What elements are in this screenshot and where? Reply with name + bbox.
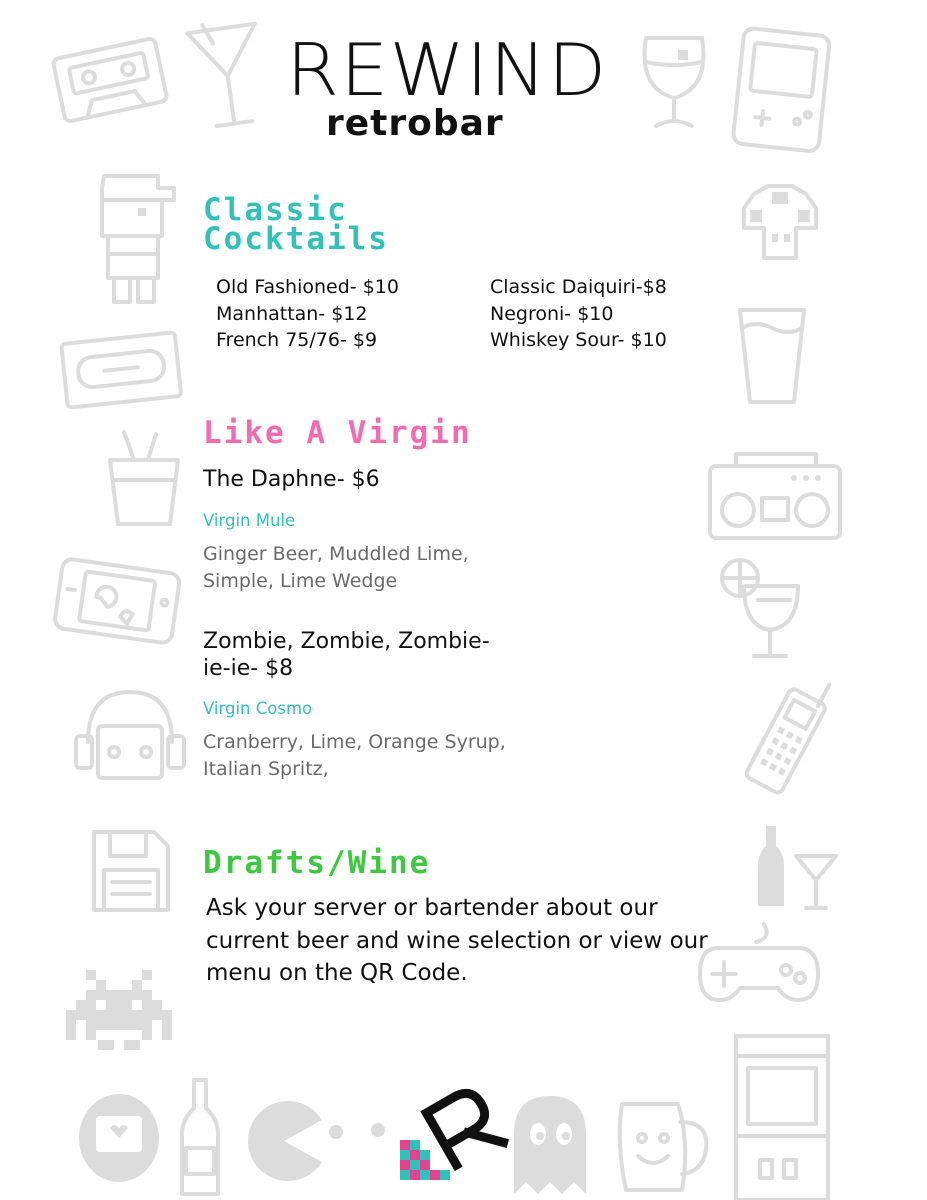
- boombox-icon: [706, 446, 846, 546]
- drink-style: Virgin Mule: [203, 511, 296, 530]
- list-item: Manhattan- $12: [216, 302, 368, 325]
- cocktail-cup-icon: [100, 424, 190, 534]
- beer-bottle-icon: [170, 1074, 230, 1200]
- list-item: Classic Daiquiri-$8: [490, 276, 667, 298]
- pellet-dots-icon: [326, 1120, 396, 1150]
- citrus-cocktail-icon: [714, 556, 824, 666]
- brand-title: REWIND: [286, 28, 608, 112]
- martini-glass-icon: [188, 18, 268, 138]
- pixel-character-icon: [78, 166, 188, 316]
- drink-ingredients: Cranberry, Lime, Orange Syrup, Italian Spritz,: [203, 731, 506, 780]
- brand-tagline: retrobar: [326, 103, 504, 144]
- drink-ingredients: Ginger Beer, Muddled Lime, Simple, Lime Wedge: [203, 543, 469, 592]
- classic-cocktails-left-list: [216, 274, 399, 354]
- game-console-icon: [52, 552, 182, 652]
- drafts-wine-description: Ask your server or bartender about our current beer and wine selection or view our menu on the QR Code.: [206, 895, 708, 986]
- classic-cocktails-heading: Classic Cocktails: [203, 192, 389, 257]
- classic-cocktails-right-list: [490, 274, 667, 354]
- list-item: Negroni- $10: [490, 302, 614, 325]
- ghost-icon: [508, 1090, 592, 1200]
- brick-phone-icon: [740, 668, 840, 798]
- brandy-glass-icon: [632, 28, 722, 138]
- drafts-wine-heading: Drafts/Wine: [203, 845, 431, 881]
- list-item: French 75/76- $9: [216, 329, 378, 351]
- space-invader-icon: [64, 966, 174, 1056]
- beer-glass-icon: [732, 302, 812, 412]
- pacman-icon: [244, 1096, 330, 1186]
- pitcher-mascot-icon: [606, 1092, 716, 1200]
- drink-style: Virgin Cosmo: [203, 699, 313, 718]
- cassette-tape-icon: [50, 30, 170, 130]
- like-a-virgin-heading: Like A Virgin: [203, 415, 472, 451]
- vhs-tape-icon: [56, 318, 186, 418]
- tamagotchi-icon: [74, 1086, 164, 1186]
- bottle-and-glass-icon: [752, 822, 842, 922]
- drink-name: Zombie, Zombie, Zombie-ie-ie- $8: [203, 629, 490, 681]
- mushroom-icon: [734, 178, 826, 270]
- rewind-logo-icon: [394, 1086, 504, 1196]
- arcade-cabinet-icon: [728, 1030, 838, 1200]
- headphones-cassette-icon: [70, 682, 190, 792]
- floppy-disk-icon: [88, 826, 174, 916]
- handheld-game-icon: [728, 28, 838, 158]
- list-item: Old Fashioned- $10: [216, 276, 399, 298]
- list-item: Whiskey Sour- $10: [490, 329, 667, 351]
- drink-name: The Daphne- $6: [203, 467, 380, 492]
